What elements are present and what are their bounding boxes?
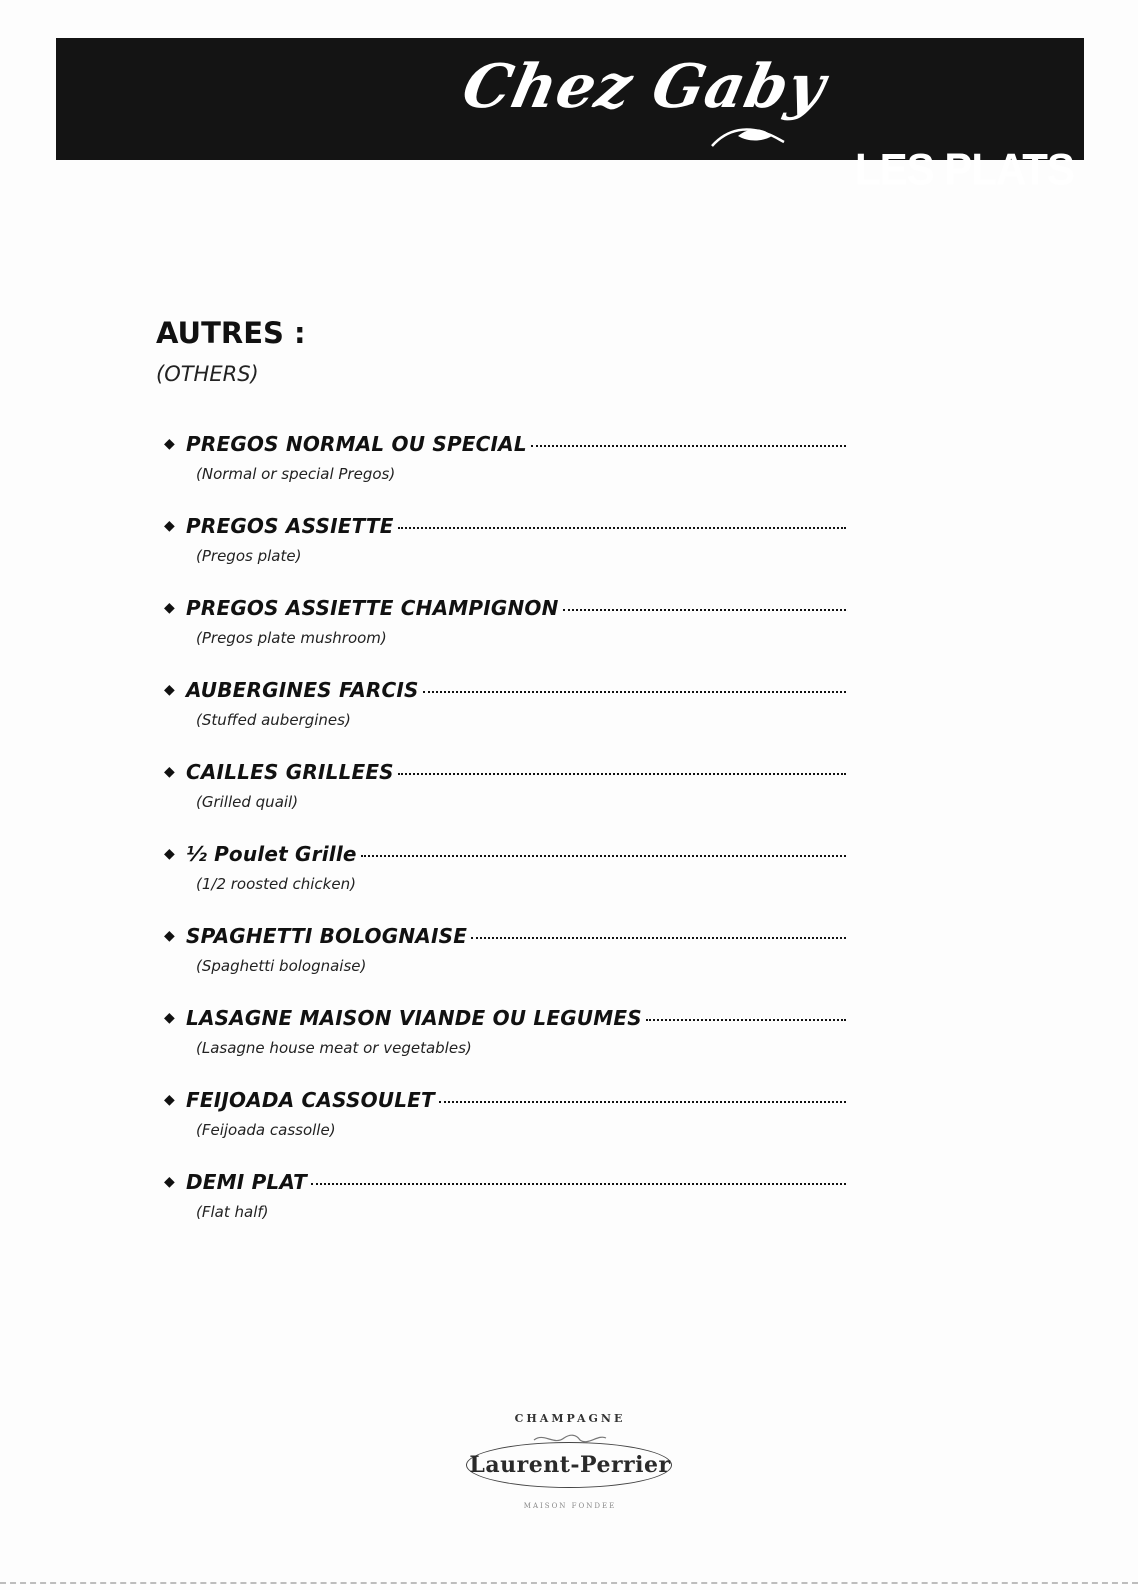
leaf-flourish-icon [708, 122, 788, 152]
sponsor-top-text: CHAMPAGNE [514, 1412, 626, 1425]
menu-item [164, 1006, 846, 1088]
menu-item [164, 678, 846, 760]
item-name: PREGOS ASSIETTE CHAMPIGNON [186, 596, 559, 620]
dot-leader [361, 854, 846, 857]
item-translation: (Spaghetti bolognaise) [196, 957, 367, 975]
diamond-bullet-icon: ◆ [164, 1010, 175, 1026]
page-edge-divider [0, 1582, 1138, 1584]
item-translation: (Normal or special Pregos) [196, 465, 396, 483]
sponsor-name: Laurent-Perrier [469, 1452, 671, 1478]
dot-leader [398, 772, 846, 775]
item-name: LASAGNE MAISON VIANDE OU LEGUMES [186, 1006, 642, 1030]
header-bar [56, 38, 1084, 195]
item-name: CAILLES GRILLEES [186, 760, 394, 784]
section-label: LES PLATS [855, 144, 1074, 195]
item-translation: (Pregos plate mushroom) [196, 629, 387, 647]
item-translation: (Feijoada cassolle) [196, 1121, 336, 1139]
item-name: SPAGHETTI BOLOGNAISE [186, 924, 468, 948]
dot-leader [471, 936, 846, 939]
item-name: PREGOS ASSIETTE [186, 514, 394, 538]
diamond-bullet-icon: ◆ [164, 928, 175, 944]
item-name: PREGOS NORMAL OU SPECIAL [186, 432, 527, 456]
section-title: AUTRES : [156, 316, 306, 350]
menu-item [164, 514, 846, 596]
brand-name: Chez Gaby [456, 52, 832, 122]
item-name: FEIJOADA CASSOULET [186, 1088, 435, 1112]
item-translation: (Lasagne house meat or vegetables) [196, 1039, 472, 1057]
dot-leader [423, 690, 846, 693]
menu-item [164, 1170, 846, 1252]
diamond-bullet-icon: ◆ [164, 436, 175, 452]
item-name: ½ Poulet Grille [186, 842, 357, 866]
diamond-bullet-icon: ◆ [164, 600, 175, 616]
dot-leader [398, 526, 846, 529]
menu-item [164, 432, 846, 514]
item-translation: (Grilled quail) [196, 793, 299, 811]
dot-leader [439, 1100, 846, 1103]
diamond-bullet-icon: ◆ [164, 518, 175, 534]
item-translation: (Pregos plate) [196, 547, 302, 565]
item-translation: (Flat half) [196, 1203, 269, 1221]
dot-leader [646, 1018, 846, 1021]
menu-item [164, 1088, 846, 1170]
menu-item [164, 596, 846, 678]
section-subtitle: (OTHERS) [156, 362, 259, 386]
dot-leader [531, 444, 846, 447]
sponsor-logo [458, 1412, 682, 1528]
diamond-bullet-icon: ◆ [164, 1092, 175, 1108]
diamond-bullet-icon: ◆ [164, 846, 175, 862]
menu-list [164, 432, 846, 1252]
menu-item [164, 760, 846, 842]
item-translation: (Stuffed aubergines) [196, 711, 351, 729]
item-name: AUBERGINES FARCIS [186, 678, 419, 702]
item-translation: (1/2 roosted chicken) [196, 875, 356, 893]
brand-logo [456, 44, 832, 154]
dot-leader [563, 608, 846, 611]
diamond-bullet-icon: ◆ [164, 764, 175, 780]
menu-item [164, 842, 846, 924]
diamond-bullet-icon: ◆ [164, 682, 175, 698]
sponsor-bottom-text: MAISON FONDEE [523, 1502, 617, 1510]
diamond-bullet-icon: ◆ [164, 1174, 175, 1190]
item-name: DEMI PLAT [186, 1170, 307, 1194]
menu-item [164, 924, 846, 1006]
dot-leader [311, 1182, 846, 1185]
